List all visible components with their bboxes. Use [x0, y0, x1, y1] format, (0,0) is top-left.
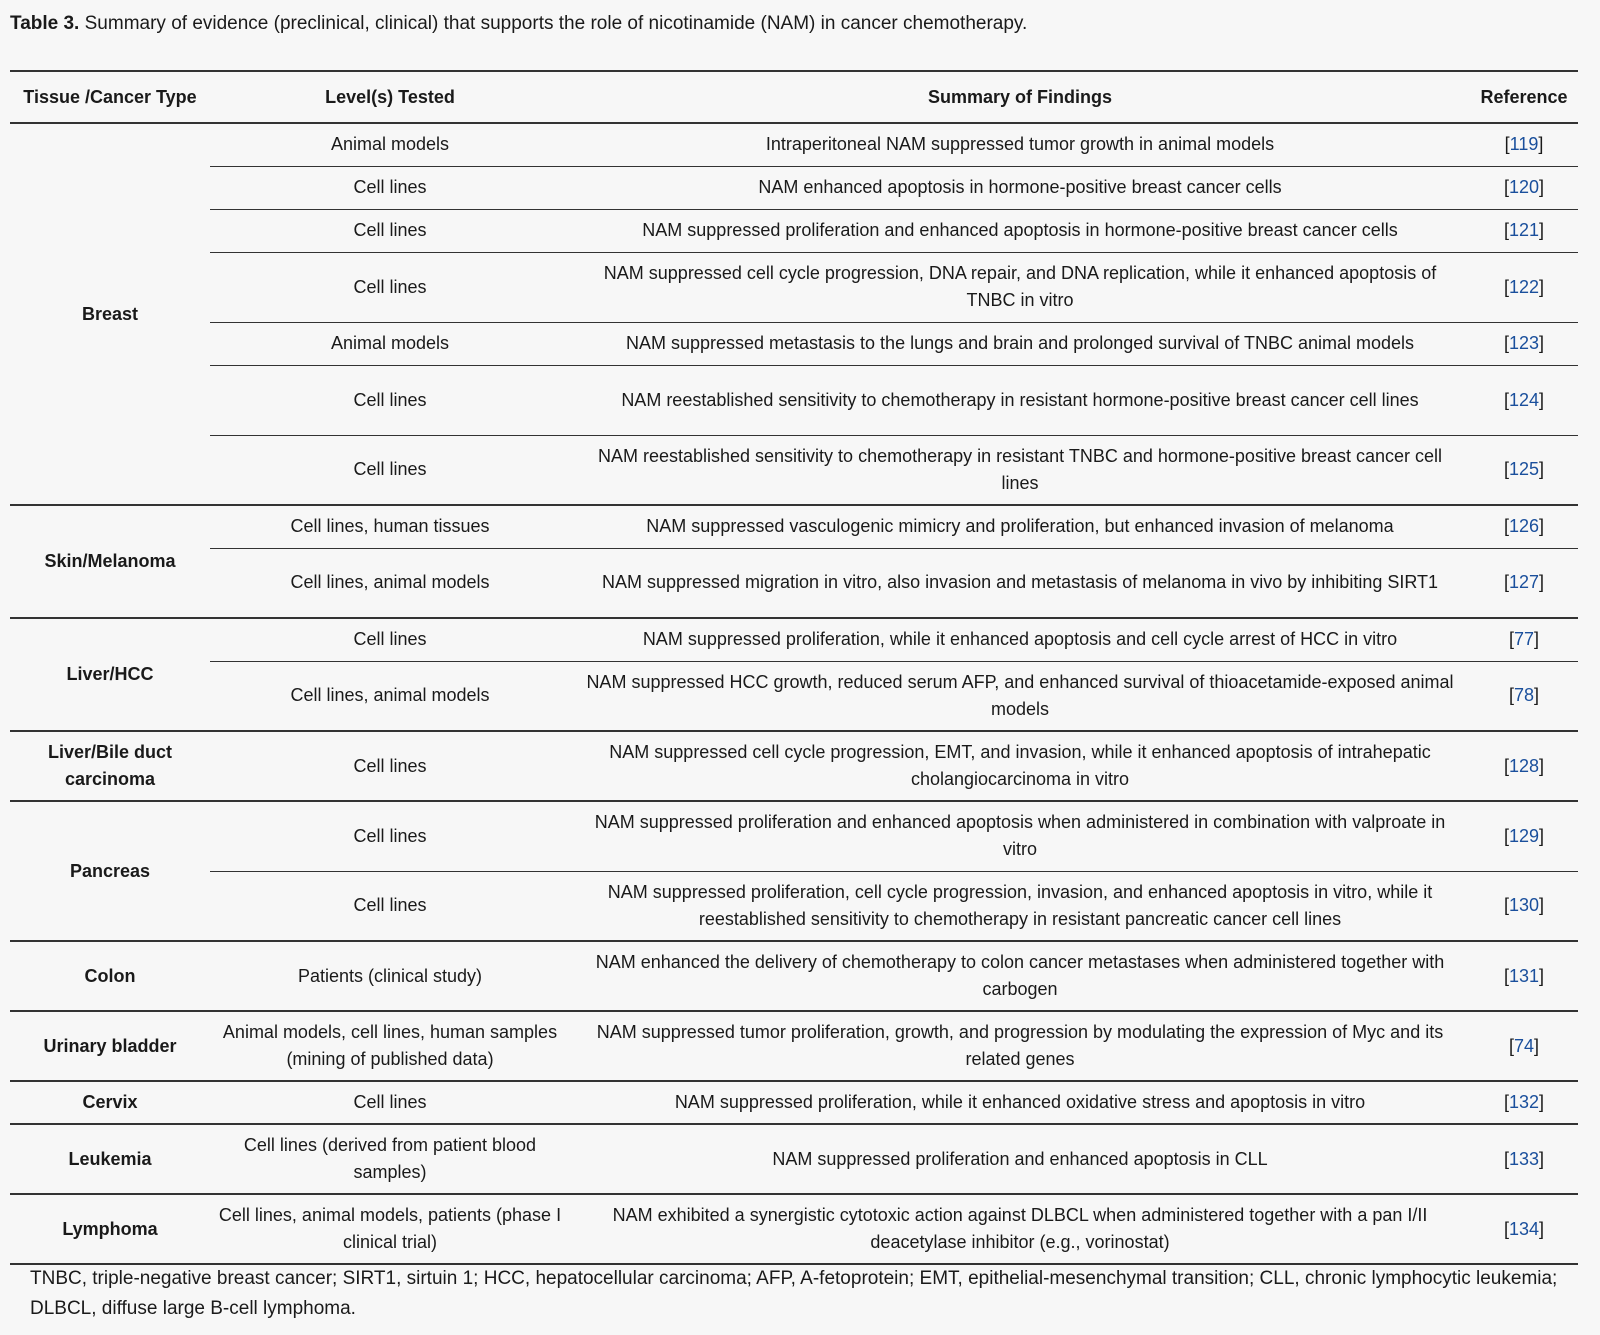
cell-reference: [128] [1503, 755, 1545, 776]
cell-reference: [120] [1503, 177, 1545, 197]
table-body [10, 123, 1578, 1264]
cell-reference: [126] [1503, 516, 1545, 537]
cell-level: Cell lines [353, 629, 427, 650]
header-findings: Summary of Findings [927, 86, 1113, 107]
cell-finding: NAM reestablished sensitivity to chemotherapy in resistant TNBC and hormone-positive breast cancer cell lines [597, 445, 1443, 493]
cell-reference: [134] [1503, 1218, 1545, 1239]
header-reference: Reference [1480, 86, 1568, 107]
cell-finding: NAM suppressed HCC growth, reduced serum AFP, and enhanced survival of thioacetamide-exposed animal models [586, 671, 1454, 719]
cell-tissue: Urinary bladder [43, 1035, 177, 1056]
cell-level: Cell lines [353, 1092, 427, 1112]
cell-finding: NAM enhanced apoptosis in hormone-positive breast cancer cells [758, 177, 1282, 197]
table-row [10, 435, 1578, 505]
cell-finding: NAM suppressed tumor proliferation, growth, and progression by modulating the expression of Myc and its related genes [596, 1022, 1444, 1069]
cell-reference: [124] [1503, 389, 1545, 410]
header-row [10, 71, 1578, 123]
cell-finding: NAM suppressed cell cycle progression, DNA repair, and DNA replication, while it enhanced apoptosis of TNBC in vitro [603, 263, 1437, 310]
header-tissue: Tissue /Cancer Type [23, 86, 197, 107]
cell-finding: NAM suppressed proliferation and enhanced apoptosis in hormone-positive breast cancer cells [642, 220, 1398, 240]
cell-level: Cell lines [353, 177, 427, 197]
table-row [10, 941, 1578, 1011]
reference-link[interactable]: 74 [1513, 1035, 1535, 1056]
cell-reference: [127] [1503, 572, 1545, 593]
cell-finding: NAM suppressed cell cycle progression, EMT, and invasion, while it enhanced apoptosis of intrahepatic cholangiocarcinoma in vitro [609, 742, 1431, 789]
cell-reference: [125] [1503, 459, 1545, 480]
reference-link[interactable]: 131 [1508, 965, 1540, 986]
cell-reference: [133] [1503, 1148, 1545, 1169]
cell-reference: [78] [1508, 685, 1540, 706]
cell-level: Cell lines [353, 459, 427, 480]
table-row [10, 166, 1578, 209]
reference-link[interactable]: 129 [1508, 825, 1540, 846]
cell-level: Cell lines (derived from patient blood samples) [243, 1135, 537, 1182]
table-row [10, 548, 1578, 618]
cell-finding: NAM suppressed proliferation, while it enhanced oxidative stress and apoptosis in vitro [674, 1092, 1366, 1112]
reference-link[interactable]: 130 [1508, 895, 1540, 916]
cell-reference: [121] [1503, 220, 1545, 240]
table-row [10, 618, 1578, 661]
reference-link[interactable]: 77 [1513, 629, 1535, 650]
table-row [10, 1081, 1578, 1124]
table-row [10, 505, 1578, 548]
table-row [10, 365, 1578, 435]
cell-finding: NAM suppressed proliferation and enhanced apoptosis when administered in combination with valproate in vitro [594, 812, 1446, 860]
cell-level: Cell lines, animal models [290, 685, 490, 706]
cell-level: Cell lines, animal models, patients (phase I clinical trial) [218, 1205, 562, 1252]
cell-reference: [132] [1503, 1092, 1545, 1112]
cell-level: Cell lines [353, 755, 427, 776]
reference-link[interactable]: 119 [1509, 134, 1539, 155]
cell-reference: [77] [1508, 629, 1540, 650]
cell-finding: NAM reestablished sensitivity to chemotherapy in resistant hormone-positive breast cancer cell lines [621, 389, 1419, 410]
cell-finding: NAM suppressed proliferation, cell cycle progression, invasion, and enhanced apoptosis in vitro, while it reestablished sensitivity to chemotherapy in resistant pancreatic cancer cell lines [607, 881, 1433, 929]
cell-level: Animal models [330, 333, 450, 353]
cell-tissue: Skin/Melanoma [44, 551, 176, 571]
table-footnote: TNBC, triple-negative breast cancer; SIRT1, sirtuin 1; HCC, hepatocellular carcinoma; AFP, A-fetoprotein; EMT, epithelial-mesenchymal transition; CLL, chronic lymphocytic leukemia; DLBCL, diffuse large B-cell lymphoma. [30, 1268, 1558, 1319]
reference-link[interactable]: 124 [1508, 389, 1540, 410]
cell-level: Cell lines [353, 276, 427, 297]
reference-link[interactable]: 123 [1508, 333, 1540, 353]
cell-tissue: Leukemia [68, 1148, 152, 1169]
table-row [10, 209, 1578, 252]
table-row [10, 1011, 1578, 1081]
reference-link[interactable]: 126 [1508, 516, 1540, 537]
cell-level: Animal models [330, 134, 450, 155]
reference-link[interactable]: 122 [1508, 276, 1540, 297]
cell-tissue: Liver/Bile duct carcinoma [47, 742, 173, 789]
cell-tissue: Lymphoma [62, 1218, 158, 1239]
cell-level: Cell lines [353, 895, 427, 916]
cell-finding: Intraperitoneal NAM suppressed tumor growth in animal models [765, 134, 1275, 155]
cell-reference: [131] [1503, 965, 1545, 986]
table-header [10, 71, 1578, 123]
reference-link[interactable]: 127 [1508, 572, 1540, 593]
cell-finding: NAM exhibited a synergistic cytotoxic action against DLBCL when administered together with a pan I/II deacetylase inhibitor (e.g., vorinostat) [612, 1205, 1428, 1252]
table-caption [10, 12, 1027, 36]
reference-link[interactable]: 125 [1508, 459, 1540, 480]
cell-finding: NAM suppressed proliferation, while it enhanced apoptosis and cell cycle arrest of HCC in vitro [642, 629, 1398, 650]
reference-link[interactable]: 120 [1508, 177, 1540, 197]
reference-link[interactable]: 121 [1508, 220, 1540, 240]
table-row [10, 731, 1578, 801]
reference-link[interactable]: 133 [1508, 1148, 1540, 1169]
header-level: Level(s) Tested [325, 86, 455, 107]
reference-link[interactable]: 134 [1508, 1218, 1540, 1239]
cell-tissue: Breast [81, 303, 139, 324]
table-row [10, 661, 1578, 731]
cell-tissue: Colon [84, 965, 136, 986]
table-row [10, 1194, 1578, 1264]
cell-reference: [130] [1503, 895, 1545, 916]
cell-finding: NAM suppressed metastasis to the lungs and brain and prolonged survival of TNBC animal models [625, 333, 1415, 353]
cell-tissue: Cervix [82, 1092, 138, 1112]
cell-finding: NAM enhanced the delivery of chemotherapy to colon cancer metastases when administered together with carbogen [595, 952, 1445, 999]
cell-level: Cell lines [353, 825, 427, 846]
cell-level: Cell lines, human tissues [290, 516, 490, 537]
cell-reference: [123] [1503, 333, 1545, 353]
table-row [10, 1124, 1578, 1194]
table-row [10, 322, 1578, 365]
cell-finding: NAM suppressed vasculogenic mimicry and proliferation, but enhanced invasion of melanoma [646, 516, 1394, 537]
table-row [10, 801, 1578, 871]
cell-tissue: Pancreas [69, 860, 151, 881]
cell-level: Animal models, cell lines, human samples (mining of published data) [222, 1022, 558, 1069]
cell-level: Cell lines [353, 389, 427, 410]
cell-level: Patients (clinical study) [297, 965, 483, 986]
table-row [10, 123, 1578, 166]
table-row [10, 252, 1578, 322]
caption-text: Summary of evidence (preclinical, clinical) that supports the role of nicotinamide (NAM) in cancer chemotherapy. [79, 13, 1028, 34]
table-row [10, 871, 1578, 941]
cell-reference: [74] [1508, 1035, 1540, 1056]
cell-tissue: Liver/HCC [66, 664, 154, 684]
reference-link[interactable]: 78 [1513, 685, 1535, 706]
cell-level: Cell lines, animal models [290, 572, 490, 593]
cell-level: Cell lines [353, 220, 427, 240]
evidence-table [10, 70, 1578, 1265]
cell-reference: [122] [1503, 276, 1545, 297]
cell-reference: [119] [1504, 134, 1544, 155]
reference-link[interactable]: 132 [1508, 1092, 1540, 1112]
cell-reference: [129] [1503, 825, 1545, 846]
caption-label: Table 3. [10, 13, 80, 34]
cell-finding: NAM suppressed proliferation and enhanced apoptosis in CLL [772, 1148, 1268, 1169]
reference-link[interactable]: 128 [1508, 755, 1540, 776]
cell-finding: NAM suppressed migration in vitro, also invasion and metastasis of melanoma in vivo by inhibiting SIRT1 [601, 572, 1439, 593]
